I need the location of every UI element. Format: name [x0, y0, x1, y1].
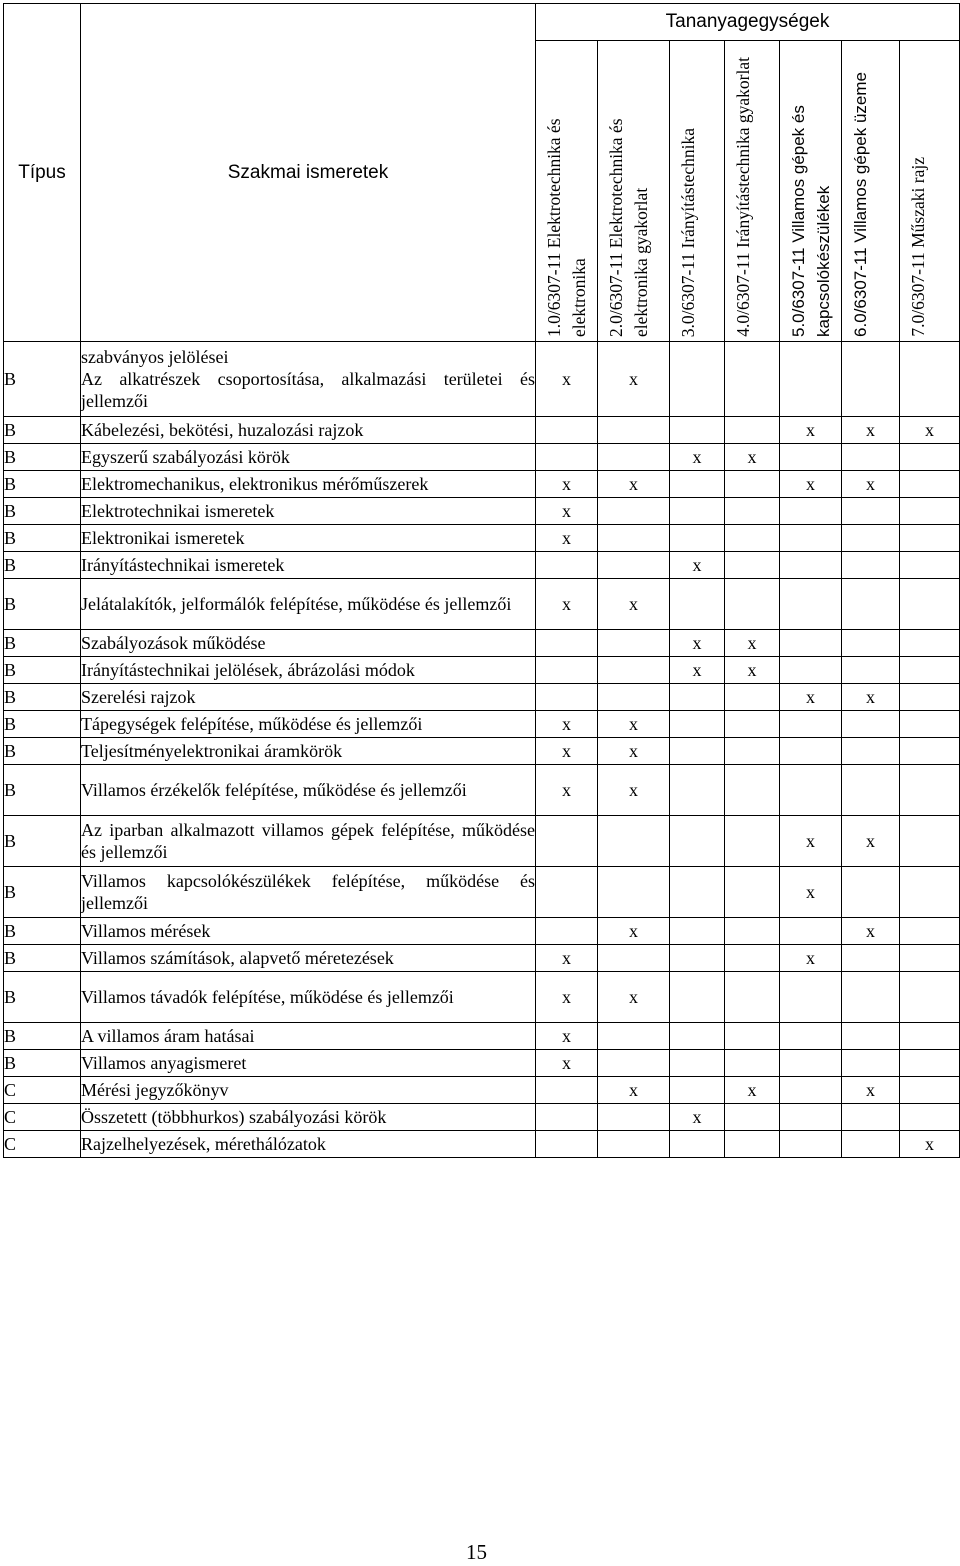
row-mark-col-1: x: [536, 579, 598, 630]
row-mark-col-2: [598, 684, 670, 711]
column-header-1: [536, 41, 598, 342]
row-mark-col-5: [780, 711, 842, 738]
row-type: C: [4, 1131, 81, 1158]
row-description: Elektrotechnikai ismeretek: [81, 498, 536, 525]
row-mark-col-7: [900, 945, 960, 972]
row-description: Egyszerű szabályozási körök: [81, 444, 536, 471]
row-mark-col-6: x: [842, 1077, 900, 1104]
row-mark-col-5: [780, 1050, 842, 1077]
row-mark-col-4: [725, 765, 780, 816]
row-mark-col-6: [842, 552, 900, 579]
row-mark-col-4: [725, 972, 780, 1023]
row-mark-col-1: [536, 657, 598, 684]
row-mark-col-6: [842, 525, 900, 552]
row-mark-col-7: [900, 867, 960, 918]
row-mark-col-7: [900, 471, 960, 498]
row-mark-col-4: [725, 867, 780, 918]
row-mark-col-5: [780, 972, 842, 1023]
row-description: Rajzelhelyezések, mérethálózatok: [81, 1131, 536, 1158]
row-mark-col-1: x: [536, 498, 598, 525]
row-mark-col-1: x: [536, 765, 598, 816]
row-mark-col-7: [900, 579, 960, 630]
row-mark-col-5: x: [780, 816, 842, 867]
row-mark-col-7: [900, 918, 960, 945]
continued-text: szabványos jelölései: [81, 347, 229, 367]
row-mark-col-1: x: [536, 471, 598, 498]
row-type: B: [4, 342, 81, 417]
row-mark-col-2: [598, 1023, 670, 1050]
row-mark-col-7: [900, 765, 960, 816]
row-mark-col-1: x: [536, 342, 598, 417]
column-header-label: 6.0/6307-11 Villamos gépek üzeme: [851, 72, 870, 337]
column-header-label: 7.0/6307-11 Műszaki rajz: [908, 157, 928, 337]
row-mark-col-5: x: [780, 945, 842, 972]
row-description: Az iparban alkalmazott villamos gépek felépítése, működése és jellemzői: [81, 816, 536, 867]
row-mark-col-5: x: [780, 867, 842, 918]
row-type: B: [4, 525, 81, 552]
row-mark-col-5: [780, 630, 842, 657]
row-mark-col-4: x: [725, 444, 780, 471]
row-type: B: [4, 711, 81, 738]
row-description: Teljesítményelektronikai áramkörök: [81, 738, 536, 765]
row-mark-col-2: x: [598, 765, 670, 816]
row-mark-col-7: [900, 1023, 960, 1050]
row-mark-col-5: [780, 342, 842, 417]
row-mark-col-3: [670, 765, 725, 816]
row-mark-col-2: [598, 444, 670, 471]
table-row: [4, 552, 960, 579]
row-mark-col-1: x: [536, 1050, 598, 1077]
row-mark-col-1: [536, 417, 598, 444]
row-mark-col-4: x: [725, 1077, 780, 1104]
row-mark-col-2: x: [598, 738, 670, 765]
row-mark-col-4: [725, 945, 780, 972]
column-header-2: [598, 41, 670, 342]
row-mark-col-5: [780, 579, 842, 630]
row-type: B: [4, 657, 81, 684]
row-mark-col-6: x: [842, 684, 900, 711]
row-type: C: [4, 1077, 81, 1104]
row-mark-col-2: [598, 552, 670, 579]
column-header-7: [900, 41, 960, 342]
row-mark-col-6: [842, 1104, 900, 1131]
row-mark-col-7: [900, 342, 960, 417]
row-type: B: [4, 444, 81, 471]
row-mark-col-5: [780, 1131, 842, 1158]
row-mark-col-4: [725, 342, 780, 417]
table-row: [4, 1077, 960, 1104]
row-mark-col-7: [900, 498, 960, 525]
row-mark-col-3: [670, 1077, 725, 1104]
row-mark-col-3: [670, 945, 725, 972]
row-mark-col-4: [725, 1050, 780, 1077]
row-mark-col-6: [842, 1050, 900, 1077]
row-mark-col-2: x: [598, 918, 670, 945]
row-mark-col-6: x: [842, 471, 900, 498]
row-mark-col-6: [842, 765, 900, 816]
table-row: [4, 1023, 960, 1050]
row-type: B: [4, 816, 81, 867]
row-mark-col-1: x: [536, 711, 598, 738]
table-row: [4, 417, 960, 444]
row-mark-col-6: [842, 1023, 900, 1050]
row-mark-col-3: [670, 1131, 725, 1158]
column-header-4: [725, 41, 780, 342]
row-mark-col-1: [536, 1104, 598, 1131]
row-mark-col-6: [842, 342, 900, 417]
row-mark-col-4: [725, 738, 780, 765]
curriculum-table: [3, 3, 960, 1158]
row-mark-col-3: [670, 498, 725, 525]
row-mark-col-1: [536, 1131, 598, 1158]
table-row: [4, 1131, 960, 1158]
row-description: Elektromechanikus, elektronikus mérőműszerek: [81, 471, 536, 498]
table-row: [4, 1050, 960, 1077]
table-row: [4, 711, 960, 738]
header-szakmai-ismeretek: Szakmai ismeretek: [81, 4, 536, 342]
row-mark-col-4: [725, 1104, 780, 1131]
table-row: [4, 579, 960, 630]
row-mark-col-6: [842, 657, 900, 684]
table-row: [4, 1104, 960, 1131]
row-type: B: [4, 1023, 81, 1050]
row-mark-col-7: x: [900, 417, 960, 444]
row-mark-col-6: [842, 972, 900, 1023]
row-type: B: [4, 738, 81, 765]
row-mark-col-1: [536, 867, 598, 918]
row-description: Villamos távadók felépítése, működése és jellemzői: [81, 972, 536, 1023]
row-mark-col-6: [842, 945, 900, 972]
row-description: Villamos anyagismeret: [81, 1050, 536, 1077]
row-mark-col-1: [536, 1077, 598, 1104]
row-type: B: [4, 867, 81, 918]
row-mark-col-2: x: [598, 471, 670, 498]
row-mark-col-3: [670, 579, 725, 630]
row-mark-col-4: [725, 579, 780, 630]
row-mark-col-2: [598, 417, 670, 444]
page-number: 15: [466, 1540, 487, 1564]
row-mark-col-1: x: [536, 972, 598, 1023]
row-mark-col-1: [536, 684, 598, 711]
column-header-label: 3.0/6307-11 Irányítástechnika: [678, 127, 698, 337]
table-row: [4, 972, 960, 1023]
row-mark-col-7: [900, 1104, 960, 1131]
row-mark-col-1: x: [536, 1023, 598, 1050]
row-mark-col-2: [598, 657, 670, 684]
row-mark-col-2: [598, 816, 670, 867]
row-mark-col-6: [842, 579, 900, 630]
row-mark-col-1: [536, 552, 598, 579]
row-mark-col-4: x: [725, 630, 780, 657]
row-mark-col-7: [900, 1077, 960, 1104]
row-mark-col-3: [670, 816, 725, 867]
row-mark-col-2: [598, 498, 670, 525]
table-row: [4, 498, 960, 525]
row-description: Elektronikai ismeretek: [81, 525, 536, 552]
row-mark-col-3: x: [670, 1104, 725, 1131]
row-mark-col-4: [725, 552, 780, 579]
row-mark-col-1: [536, 630, 598, 657]
row-mark-col-5: [780, 525, 842, 552]
row-description: Összetett (többhurkos) szabályozási körök: [81, 1104, 536, 1131]
row-type: B: [4, 765, 81, 816]
row-mark-col-7: [900, 444, 960, 471]
row-mark-col-3: x: [670, 630, 725, 657]
row-mark-col-1: [536, 918, 598, 945]
row-type: B: [4, 972, 81, 1023]
row-mark-col-5: [780, 1023, 842, 1050]
row-mark-col-5: [780, 498, 842, 525]
row-mark-col-1: [536, 444, 598, 471]
row-mark-col-7: [900, 972, 960, 1023]
table-row: [4, 630, 960, 657]
row-mark-col-5: x: [780, 471, 842, 498]
row-mark-col-3: [670, 417, 725, 444]
row-mark-col-3: x: [670, 657, 725, 684]
row-mark-col-5: [780, 657, 842, 684]
row-mark-col-2: [598, 1104, 670, 1131]
row-mark-col-4: [725, 471, 780, 498]
table-row: [4, 525, 960, 552]
row-mark-col-5: [780, 738, 842, 765]
row-mark-col-6: [842, 867, 900, 918]
row-mark-col-7: [900, 525, 960, 552]
row-mark-col-5: [780, 765, 842, 816]
table-row: [4, 657, 960, 684]
row-mark-col-3: [670, 738, 725, 765]
table-row: [4, 816, 960, 867]
column-header-label: 5.0/6307-11 Villamos gépek és kapcsolókészülékek: [789, 105, 833, 337]
table-row: [4, 918, 960, 945]
row-type: B: [4, 471, 81, 498]
row-mark-col-6: [842, 711, 900, 738]
table-row: [4, 342, 960, 417]
row-mark-col-4: [725, 711, 780, 738]
row-mark-col-1: x: [536, 525, 598, 552]
column-header-5: [780, 41, 842, 342]
row-description: Villamos érzékelők felépítése, működése és jellemzői: [81, 765, 536, 816]
row-mark-col-2: [598, 525, 670, 552]
row-description-text: Az alkatrészek csoportosítása, alkalmazási területei és jellemzői: [81, 369, 535, 411]
row-mark-col-4: [725, 525, 780, 552]
row-mark-col-7: x: [900, 1131, 960, 1158]
row-mark-col-7: [900, 738, 960, 765]
row-mark-col-5: [780, 1104, 842, 1131]
row-mark-col-2: [598, 867, 670, 918]
row-mark-col-6: x: [842, 816, 900, 867]
row-mark-col-4: [725, 498, 780, 525]
table-row: [4, 867, 960, 918]
row-mark-col-3: [670, 1050, 725, 1077]
row-mark-col-4: x: [725, 657, 780, 684]
row-description: Szerelési rajzok: [81, 684, 536, 711]
column-header-label: 1.0/6307-11 Elektrotechnika és elektronika: [544, 118, 589, 337]
row-mark-col-4: [725, 816, 780, 867]
column-header-label: 4.0/6307-11 Irányítástechnika gyakorlat: [733, 57, 753, 337]
row-mark-col-5: [780, 552, 842, 579]
table-header: [4, 4, 960, 342]
row-mark-col-2: x: [598, 579, 670, 630]
row-type: C: [4, 1104, 81, 1131]
row-mark-col-6: [842, 630, 900, 657]
row-description: Mérési jegyzőkönyv: [81, 1077, 536, 1104]
row-mark-col-5: [780, 918, 842, 945]
row-mark-col-7: [900, 630, 960, 657]
row-mark-col-7: [900, 684, 960, 711]
row-mark-col-2: x: [598, 711, 670, 738]
row-mark-col-3: [670, 525, 725, 552]
table-row: [4, 765, 960, 816]
row-mark-col-5: [780, 1077, 842, 1104]
row-mark-col-4: [725, 417, 780, 444]
row-mark-col-3: [670, 867, 725, 918]
row-mark-col-3: [670, 342, 725, 417]
row-type: B: [4, 417, 81, 444]
row-type: B: [4, 552, 81, 579]
row-mark-col-3: [670, 711, 725, 738]
row-mark-col-6: [842, 1131, 900, 1158]
row-type: B: [4, 1050, 81, 1077]
row-description: Villamos mérések: [81, 918, 536, 945]
row-type: B: [4, 918, 81, 945]
row-mark-col-1: x: [536, 738, 598, 765]
row-mark-col-5: [780, 444, 842, 471]
row-mark-col-3: [670, 684, 725, 711]
header-tipus: Típus: [4, 4, 81, 342]
row-mark-col-3: [670, 1023, 725, 1050]
row-mark-col-3: [670, 972, 725, 1023]
row-description: Tápegységek felépítése, működése és jellemzői: [81, 711, 536, 738]
row-description: Villamos kapcsolókészülékek felépítése, működése és jellemzői: [81, 867, 536, 918]
row-description: Kábelezési, bekötési, huzalozási rajzok: [81, 417, 536, 444]
row-description: A villamos áram hatásai: [81, 1023, 536, 1050]
row-mark-col-4: [725, 1131, 780, 1158]
row-mark-col-3: [670, 471, 725, 498]
row-description: Villamos számítások, alapvető méretezések: [81, 945, 536, 972]
table-row: [4, 684, 960, 711]
row-mark-col-2: [598, 945, 670, 972]
row-mark-col-5: x: [780, 684, 842, 711]
row-mark-col-2: [598, 1050, 670, 1077]
row-mark-col-6: x: [842, 918, 900, 945]
row-type: B: [4, 684, 81, 711]
row-description: Szabályozások működése: [81, 630, 536, 657]
table-row: [4, 444, 960, 471]
row-mark-col-3: x: [670, 552, 725, 579]
row-description: Irányítástechnikai jelölések, ábrázolási módok: [81, 657, 536, 684]
row-mark-col-7: [900, 816, 960, 867]
row-mark-col-6: [842, 444, 900, 471]
row-mark-col-2: x: [598, 342, 670, 417]
row-mark-col-4: [725, 918, 780, 945]
row-mark-col-6: [842, 498, 900, 525]
header-tananyagegysegek: Tananyagegységek: [536, 4, 960, 41]
row-mark-col-6: [842, 738, 900, 765]
row-description: [81, 342, 536, 417]
row-description: Irányítástechnikai ismeretek: [81, 552, 536, 579]
row-mark-col-3: [670, 918, 725, 945]
row-mark-col-5: x: [780, 417, 842, 444]
table-row: [4, 471, 960, 498]
row-mark-col-6: x: [842, 417, 900, 444]
column-header-label: 2.0/6307-11 Elektrotechnika és elektronika gyakorlat: [606, 118, 651, 337]
table-body: [4, 342, 960, 1158]
row-mark-col-4: [725, 1023, 780, 1050]
row-mark-col-7: [900, 657, 960, 684]
row-mark-col-4: [725, 684, 780, 711]
column-header-6: [842, 41, 900, 342]
row-mark-col-2: x: [598, 972, 670, 1023]
column-header-3: [670, 41, 725, 342]
row-type: B: [4, 579, 81, 630]
row-mark-col-1: [536, 816, 598, 867]
table-row: [4, 945, 960, 972]
row-mark-col-1: x: [536, 945, 598, 972]
row-mark-col-2: x: [598, 1077, 670, 1104]
row-type: B: [4, 630, 81, 657]
row-mark-col-3: x: [670, 444, 725, 471]
row-mark-col-7: [900, 711, 960, 738]
row-type: B: [4, 945, 81, 972]
row-description: Jelátalakítók, jelformálók felépítése, működése és jellemzői: [81, 579, 536, 630]
row-mark-col-2: [598, 630, 670, 657]
row-mark-col-2: [598, 1131, 670, 1158]
row-mark-col-7: [900, 1050, 960, 1077]
table-row: [4, 738, 960, 765]
row-type: B: [4, 498, 81, 525]
row-mark-col-7: [900, 552, 960, 579]
